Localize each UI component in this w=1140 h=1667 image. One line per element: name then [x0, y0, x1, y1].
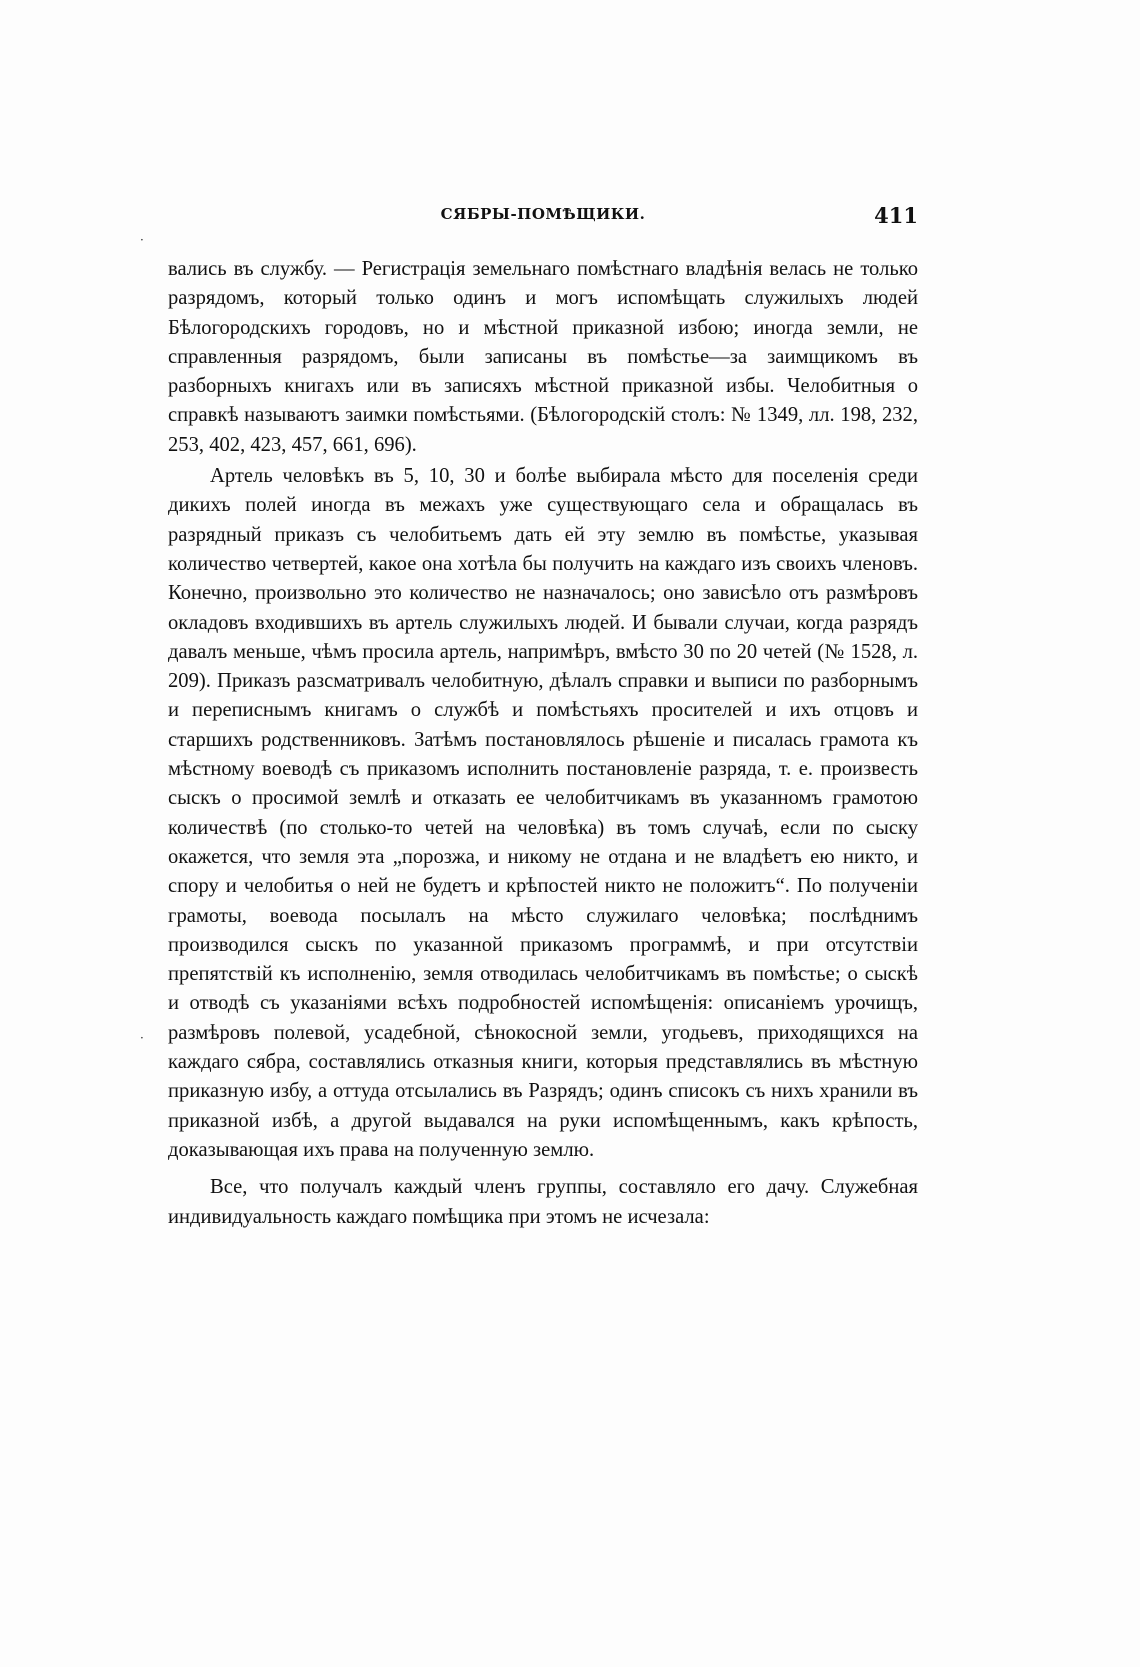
paragraph-dacha: Все, что получалъ каждый членъ группы, составляло его дачу. Служебная индивидуальность каждаго помѣщика при этомъ не исчезала:: [168, 1176, 918, 1228]
margin-mark: ·: [140, 233, 144, 247]
paragraph-continuation: вались въ службу. — Регистрація земельнаго помѣстнаго владѣнія велась не только разрядомъ, который только одинъ и могъ испомѣщать служилыхъ людей Бѣлогородскихъ городовъ, но и мѣстной приказной избою; иногда земли, не справленныя разрядомъ, были записаны въ помѣстье—за заимщикомъ въ разборныхъ книгахъ или въ записяхъ мѣстной приказной избы. Челобитныя о справкѣ называютъ заимки помѣстьями. (Бѣлогородскій столъ: № 1349, лл. 198, 232, 253, 402, 423, 457, 661, 696).: [168, 258, 918, 456]
page-number: 411: [874, 203, 918, 228]
running-head: СЯБРЫ-ПОМѢЩИКИ.: [440, 205, 646, 223]
body-text: [168, 255, 918, 1232]
paragraph-artel: Артель человѣкъ въ 5, 10, 30 и болѣе выбирала мѣсто для поселенія среди дикихъ полей иногда въ межахъ уже существующаго села и обращалась въ разрядный приказъ съ челобитьемъ дать ей эту землю въ помѣстье, указывая количество четвертей, какое она хотѣла бы получить на каждаго изъ своихъ членовъ. Конечно, произвольно это количество не назначалось; оно зависѣло отъ размѣровъ окладовъ входившихъ въ артель служилыхъ людей. И бывали случаи, когда разрядъ давалъ меньше, чѣмъ просила артель, напримѣръ, вмѣсто 30 по 20 четей (№ 1528, л. 209). Приказъ разсматривалъ челобитную, дѣлалъ справки и выписи по разборнымъ и переписнымъ книгамъ о службѣ и помѣстьяхъ просителей и ихъ отцовъ и старшихъ родственниковъ. Затѣмъ постановлялось рѣшеніе и писалась грамота къ мѣстному воеводѣ съ приказомъ исполнить постановленіе разряда, т. е. произвесть сыскъ о просимой землѣ и отказать ее челобитчикамъ въ указанномъ грамотою количествѣ (по столько-то четей на человѣка) въ томъ случаѣ, если по сыску окажется, что земля эта „порозжа, и никому не отдана и не владѣетъ ею никто, и спору и челобитья о ней не будетъ и крѣпостей никто не положитъ“. По полученіи грамоты, воевода посылалъ на мѣсто служилаго человѣка; послѣднимъ производился сыскъ по указанной приказомъ программѣ, и при отсутствіи препятствій къ исполненію, земля отводилась челобитчикамъ въ помѣстье; о сыскѣ и отводѣ съ указаніями всѣхъ подробностей испомѣщенія: описаніемъ урочищъ, размѣровъ полевой, усадебной, сѣнокосной земли, угодьевъ, приходящихся на каждаго сябра, составлялись отказныя книги, которыя представлялись въ мѣстную приказную избу, а оттуда отсылались въ Разрядъ; одинъ списокъ съ нихъ хранили въ приказной избѣ, а другой выдавался на руки испомѣщеннымъ, какъ крѣпость, доказывающая ихъ права на полученную землю.: [168, 465, 918, 1161]
margin-mark: ·: [140, 1031, 144, 1045]
page-header: [168, 205, 918, 235]
